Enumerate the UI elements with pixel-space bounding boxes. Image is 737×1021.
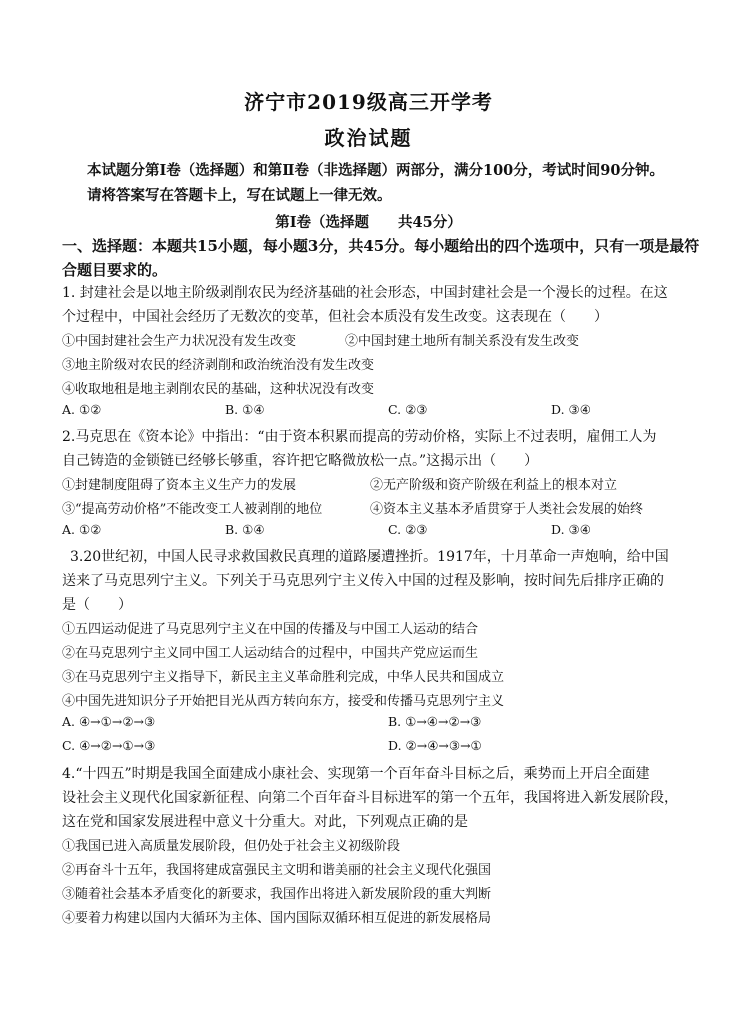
question-2-choice-c[interactable]: C. ②③: [388, 522, 428, 537]
question-2: [62, 425, 702, 473]
question-4-statement-2: ②再奋斗十五年，我国将建成富强民主文明和谐美丽的社会主义现代化强国: [62, 863, 492, 878]
question-2-stem-line-2: 自己铸造的金锁链已经够长够重，容许把它略微放松一点。”这揭示出（ ）: [62, 453, 539, 469]
question-2-choice-b[interactable]: B. ①④: [225, 522, 265, 537]
question-1-statement-1: ①中国封建社会生产力状况没有发生改变: [62, 334, 297, 349]
question-2-statement-1: ①封建制度阻碍了资本主义生产力的发展: [62, 478, 297, 493]
question-2-statement-2: ②无产阶级和资产阶级在利益上的根本对立: [370, 478, 618, 493]
question-3-stem-line-3: 是（ ）: [62, 597, 132, 613]
question-1-statement-3: ③地主阶级对农民的经济剥削和政治统治没有发生改变: [62, 358, 375, 373]
question-4-stem-line-1: 4.“十四五”时期是我国全面建成小康社会、实现第一个百年奋斗目标之后，乘势而上开启全面建: [62, 766, 650, 782]
question-2-choice-a[interactable]: A. ①②: [62, 522, 102, 537]
question-1-choice-a[interactable]: A. ①②: [62, 402, 102, 417]
exam-subtitle: 政治试题: [324, 126, 413, 150]
question-4-statement-4: ④要着力构建以国内大循环为主体、国内国际双循环相互促进的新发展格局: [62, 911, 492, 926]
question-2-choice-d[interactable]: D. ③④: [551, 522, 591, 537]
question-1-stem-line-1: 1. 封建社会是以地主阶级剥削农民为经济基础的社会形态，中国封建社会是一个漫长的过程。在这: [62, 285, 668, 301]
question-3-choice-d[interactable]: D. ②→④→③→①: [388, 738, 482, 753]
question-1-statement-2: ②中国封建土地所有制关系没有发生改变: [345, 334, 580, 349]
question-1-choice-d[interactable]: D. ③④: [551, 402, 591, 417]
question-3-stem-line-1: 3.20世纪初，中国人民寻求救国救民真理的道路屡遭挫折。1917年，十月革命一声炮响，给中国: [70, 549, 669, 565]
question-3-statement-4: ④中国先进知识分子开始把目光从西方转向东方，接受和传播马克思列宁主义: [62, 694, 505, 709]
question-4-stem-line-2: 设社会主义现代化国家新征程、向第二个百年奋斗目标进军的第一个五年，我国将进入新发展阶段，: [62, 790, 678, 806]
question-3-choice-a[interactable]: A. ④→①→②→③: [62, 714, 156, 729]
question-2-statement-4: ④资本主义基本矛盾贯穿于人类社会发展的始终: [370, 502, 644, 517]
question-3: [62, 545, 702, 617]
question-1-statement-4: ④收取地租是地主剥削农民的基础，这种状况没有改变: [62, 382, 375, 397]
question-3-choice-c[interactable]: C. ④→②→①→③: [62, 738, 156, 753]
question-1: [62, 281, 702, 329]
question-4-stem-line-3: 这在党和国家发展进程中意义十分重大。对此，下列观点正确的是: [62, 814, 468, 830]
question-1-choice-c[interactable]: C. ②③: [388, 402, 428, 417]
instructions: [87, 158, 707, 208]
section-1-line-2: 合题目要求的。: [62, 261, 168, 279]
section-1-line-1: 一、选择题：本题共15小题，每小题3分，共45分。每小题给出的四个选项中，只有一项是最符: [62, 237, 700, 255]
question-4-statement-3: ③随着社会基本矛盾变化的新要求，我国作出将进入新发展阶段的重大判断: [62, 887, 492, 902]
exam-title: 济宁市2019级高三开学考: [244, 90, 493, 114]
instructions-line-1: 本试题分第Ⅰ卷（选择题）和第Ⅱ卷（非选择题）两部分，满分100分，考试时间90分钟。: [87, 162, 664, 179]
question-3-statement-1: ①五四运动促进了马克思列宁主义在中国的传播及与中国工人运动的结合: [62, 622, 479, 637]
question-2-statement-3: ③“提高劳动价格”不能改变工人被剥削的地位: [62, 502, 323, 517]
question-3-choice-b[interactable]: B. ①→④→②→③: [388, 714, 482, 729]
question-3-statement-3: ③在马克思列宁主义指导下，新民主主义革命胜利完成，中华人民共和国成立: [62, 670, 505, 685]
instructions-line-2: 请将答案写在答题卡上，写在试题上一律无效。: [87, 187, 392, 204]
question-3-statement-2: ②在马克思列宁主义同中国工人运动结合的过程中，中国共产党应运而生: [62, 646, 479, 661]
question-2-stem-line-1: 2.马克思在《资本论》中指出：“由于资本积累而提高的劳动价格，实际上不过表明，雇佣工人为: [62, 429, 657, 445]
question-3-stem-line-2: 送来了马克思列宁主义。下列关于马克思列宁主义传入中国的过程及影响，按时间先后排序正确的: [62, 573, 664, 589]
question-1-choice-b[interactable]: B. ①④: [225, 402, 265, 417]
section-1-heading: [62, 234, 702, 282]
question-1-stem-line-2: 个过程中，中国社会经历了无数次的变革，但社会本质没有发生改变。这表现在（ ）: [62, 309, 608, 325]
question-4: [62, 762, 702, 834]
part-1-heading: 第Ⅰ卷（选择题 共45分）: [275, 214, 462, 231]
question-4-statement-1: ①我国已进入高质量发展阶段，但仍处于社会主义初级阶段: [62, 839, 401, 854]
